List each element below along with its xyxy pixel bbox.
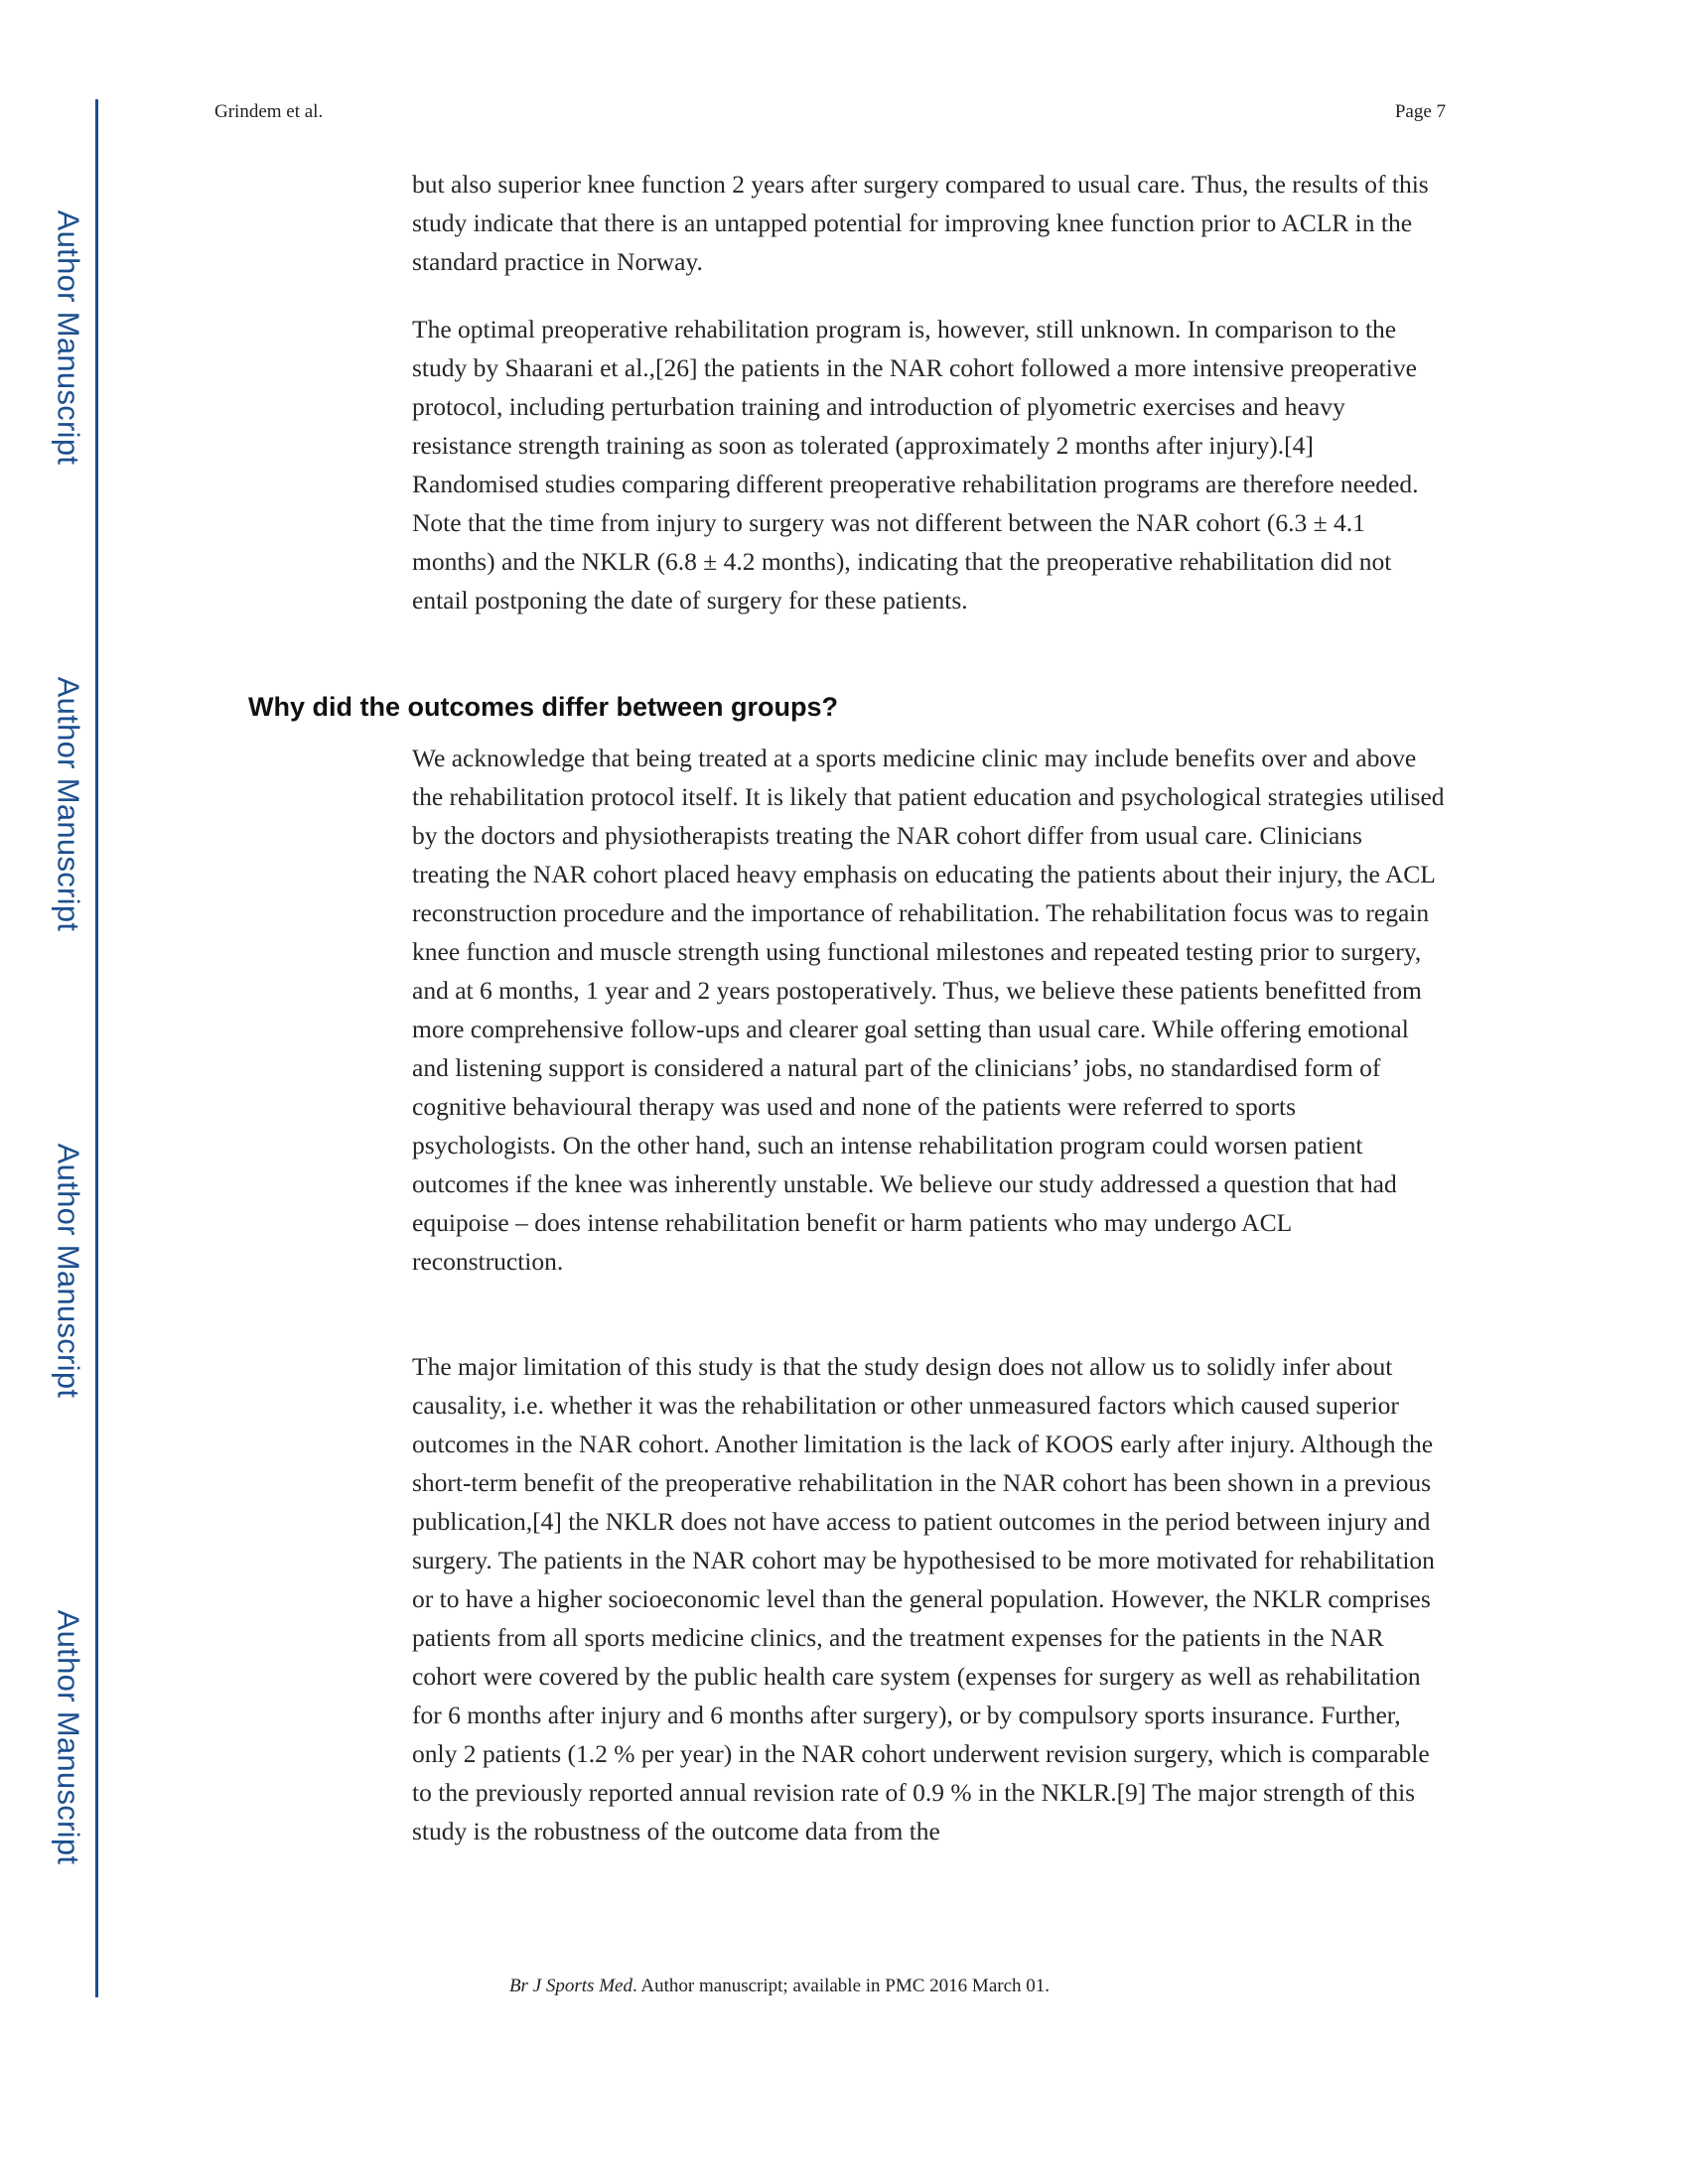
paragraph-optimal-program: The optimal preoperative rehabilitation program is, however, still unknown. In comparison to the study by Shaarani et al.,[26] the patients in the NAR cohort followed a more intensive preoperative protocol, including perturbation training and introduction of plyometric exercises and heavy resistance strength training as soon as tolerated (approximately 2 months after injury).[4] Randomised studies comparing different preoperative rehabilitation programs are therefore needed. Note that the time from injury to surgery was not different between the NAR cohort (6.3 ± 4.1 months) and the NKLR (6.8 ± 4.2 months), indicating that the preoperative rehabilitation did not entail postponing the date of surgery for these patients. xyxy=(412,315,1419,614)
margin-rule xyxy=(95,99,98,1997)
running-head-author: Grindem et al. xyxy=(214,101,324,122)
author-manuscript-label: Author Manuscript xyxy=(51,1143,86,1399)
journal-name: Br J Sports Med xyxy=(508,1976,633,1996)
footer-citation xyxy=(0,1976,1559,1997)
paragraph-acknowledge: We acknowledge that being treated at a sports medicine clinic may include benefits over and above the rehabilitation protocol itself. It is likely that patient education and psychological strategies utilised by the doctors and physiotherapists treating the NAR cohort differ from usual care. Clinicians treating the NAR cohort placed heavy emphasis on educating the patients about their injury, the ACL reconstruction procedure and the importance of rehabilitation. The rehabilitation focus was to regain knee function and muscle strength using functional milestones and repeated testing prior to surgery, and at 6 months, 1 year and 2 years postoperatively. Thus, we believe these patients benefitted from more comprehensive follow-ups and clearer goal setting than usual care. While offering emotional and listening support is considered a natural part of the clinicians’ jobs, no standardised form of cognitive behavioural therapy was used and none of the patients were referred to sports psychologists. On the other hand, such an intense rehabilitation program could worsen patient outcomes if the knee was inherently unstable. We believe our study addressed a question that had equipoise – does intense rehabilitation benefit or harm patients who may undergo ACL reconstruction. xyxy=(412,744,1445,1276)
author-manuscript-label: Author Manuscript xyxy=(51,209,86,466)
author-manuscript-label: Author Manuscript xyxy=(51,676,86,932)
paragraph-limitations: The major limitation of this study is that the study design does not allow us to solidly infer about causality, i.e. whether it was the rehabilitation or other unmeasured factors which caused superior outcomes in the NAR cohort. Another limitation is the lack of KOOS early after injury. Although the short-term benefit of the preoperative rehabilitation in the NAR cohort has been shown in a previous publication,[4] the NKLR does not have access to patient outcomes in the period between injury and surgery. The patients in the NAR cohort may be hypothesised to be more motivated for rehabilitation or to have a higher socioeconomic level than the general population. However, the NKLR comprises patients from all sports medicine clinics, and the treatment expenses for the patients in the NAR cohort were covered by the public health care system (expenses for surgery as well as rehabilitation for 6 months after injury and 6 months after surgery), or by compulsory sports insurance. Further, only 2 patients (1.2 % per year) in the NAR cohort underwent revision surgery, which is comparable to the previously reported annual revision rate of 0.9 % in the NKLR.[9] The major strength of this study is the robustness of the outcome data from the xyxy=(412,1352,1435,1845)
author-manuscript-label: Author Manuscript xyxy=(51,1609,86,1865)
page-number: Page 7 xyxy=(1394,101,1446,122)
paragraph-continuation: but also superior knee function 2 years after surgery compared to usual care. Thus, the results of this study indicate that there is an untapped potential for improving knee function prior to ACLR in the standard practice in Norway. xyxy=(412,170,1429,276)
section-heading: Why did the outcomes differ between groups? xyxy=(248,692,839,722)
footer-note: . Author manuscript; available in PMC 2016 March 01. xyxy=(632,1976,1051,1996)
